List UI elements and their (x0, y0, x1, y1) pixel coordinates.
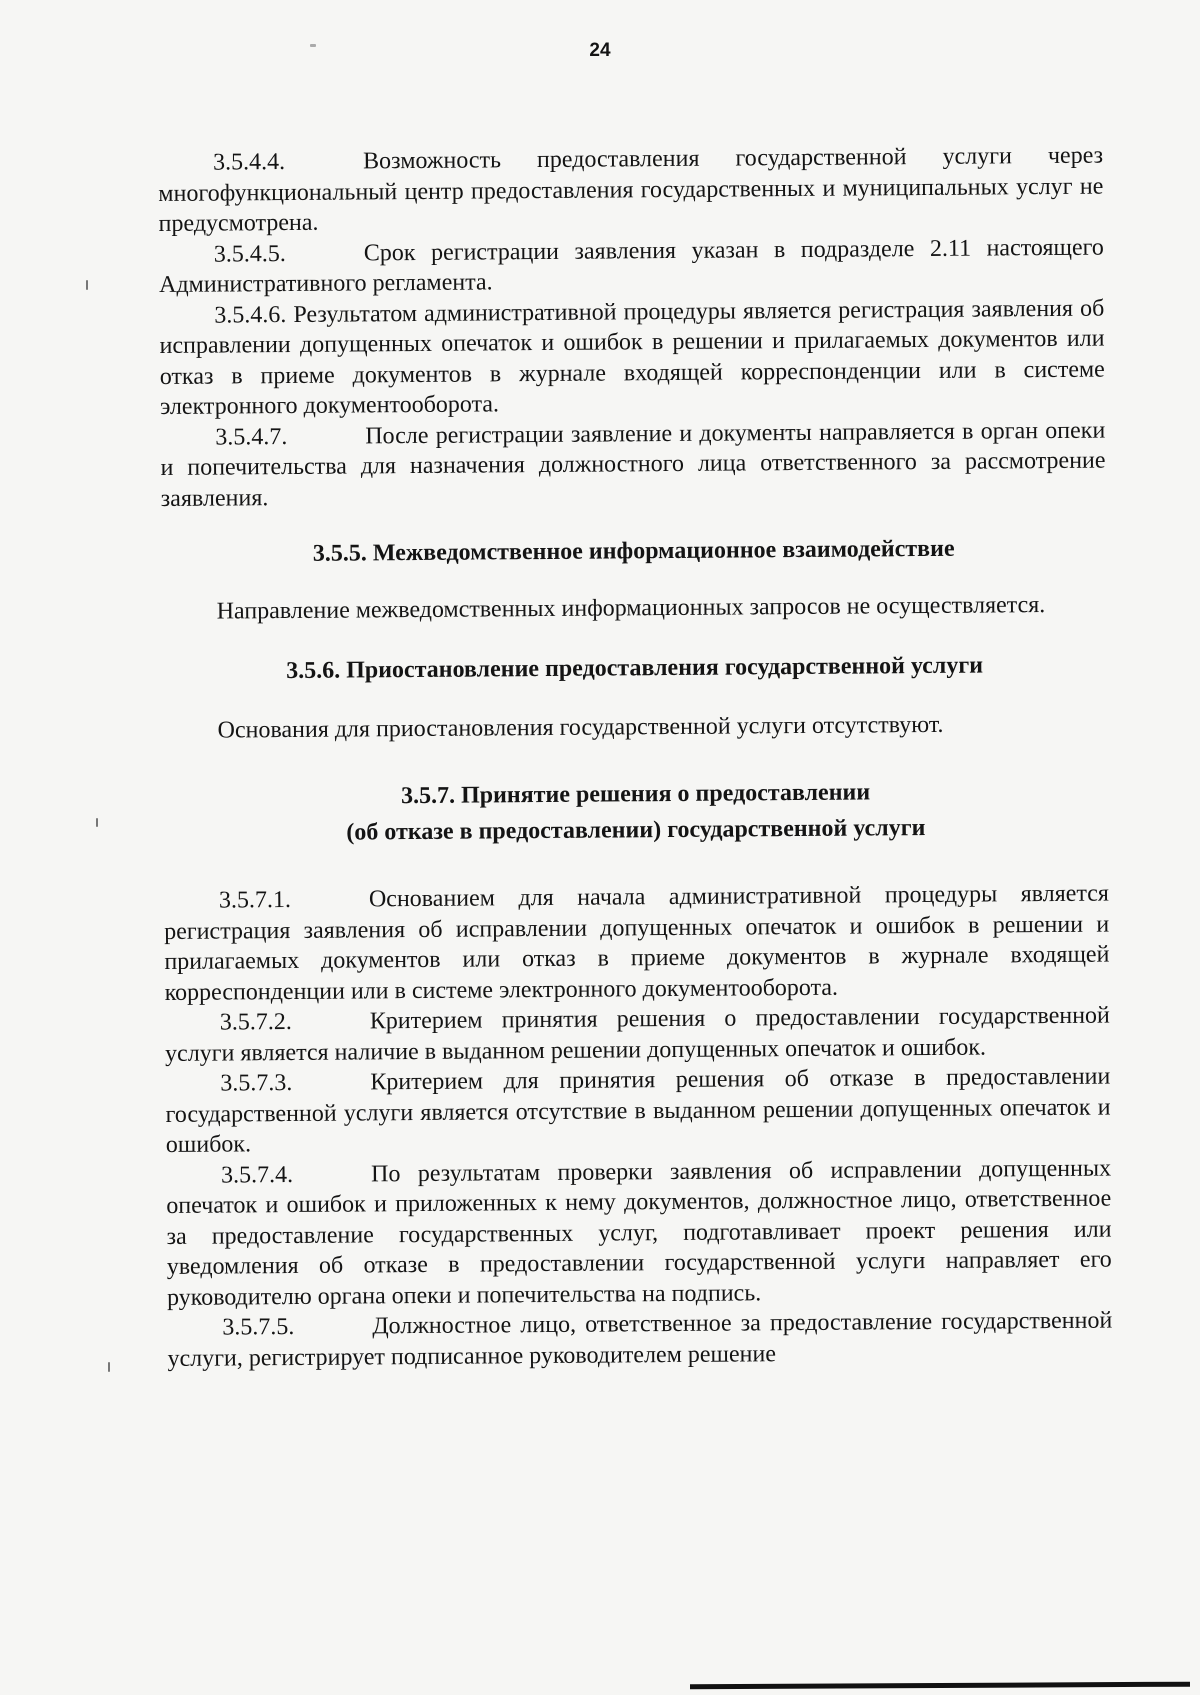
paragraph-number: 3.5.4.5. (213, 240, 286, 268)
paragraph-text: После регистрации заявление и документы направляется в орган опеки и попечительства для назначения должностного лица ответственного за рассмотрение заявления. (160, 417, 1106, 512)
section-text-3-5-6: Основания для приостановления государственной услуги отсутствуют. (217, 711, 944, 744)
paragraph-number: 3.5.4.6. (214, 301, 287, 329)
paragraph-number: 3.5.7.2. (219, 1008, 292, 1036)
paragraph-text: Критерием принятия решения о предоставлении государственной услуги является наличие в выданном решении допущенных опечаток и ошибок. (165, 1002, 1110, 1067)
section-heading-3-5-6: 3.5.6. Приостановление предоставления государственной услуги (286, 652, 984, 685)
paragraph-number: 3.5.4.7. (215, 423, 288, 451)
paragraph-3-5-7-3 (165, 1062, 1111, 1161)
scan-speck (86, 280, 88, 290)
paragraph-number: 3.5.7.3. (220, 1069, 293, 1097)
paragraph-number: 3.5.7.1. (218, 886, 292, 914)
section-text-3-5-5: Направление межведомственных информационных запросов не осуществляется. (216, 591, 1046, 625)
paragraph-number: 3.5.4.4. (213, 149, 286, 176)
bottom-scan-edge-line (690, 1682, 1190, 1690)
paragraph-text: Срок регистрации заявления указан в подразделе 2.11 настоящего Административного регламента. (158, 234, 1104, 298)
paragraph-3-5-4-7 (160, 415, 1106, 514)
paragraph-text: Должностное лицо, ответственное за предоставление государственной услуги, регистрирует подписанное руководителем решение (167, 1307, 1113, 1372)
paragraph-3-5-4-6 (159, 293, 1105, 422)
section-heading-3-5-5: 3.5.5. Межведомственное информационное взаимодействие (312, 535, 955, 567)
section-heading-line-2: (об отказе в предоставлении) государственной услуги (346, 814, 926, 846)
paragraph-text: Основанием для начала административной процедуры является регистрация заявления об исправлении допущенных опечаток и ошибок в решении и прилагаемых документов или отказ в приеме документов в журнале входящей корреспонденции или в системе электронного документооборота. (164, 880, 1110, 1006)
document-body (158, 141, 1113, 1374)
section-heading-line-1: 3.5.7. Принятие решения о предоставлении (400, 779, 871, 810)
paragraph-number: 3.5.7.4. (220, 1161, 294, 1189)
paragraph-3-5-7-5 (167, 1306, 1112, 1374)
paragraph-text: Критерием для принятия решения об отказе в предоставлении государственной услуги является отсутствие в выданном решении допущенных опечаток и ошибок. (165, 1063, 1111, 1158)
scan-speck (96, 818, 98, 827)
paragraph-3-5-7-4 (166, 1153, 1112, 1313)
paragraph-3-5-7-1 (164, 879, 1110, 1008)
paragraph-3-5-7-2 (165, 1001, 1110, 1069)
paragraph-text: Результатом административной процедуры является регистрация заявления об исправлении допущенных опечаток и ошибок в решении и прилагаемых документов или отказ в приеме документов в журнале входящей корреспонденции или в системе электронного документооборота. (159, 295, 1105, 420)
paragraph-3-5-4-4 (158, 141, 1104, 240)
paragraph-text: Возможность предоставления государственной услуги через многофункциональный центр предоставления государственных и муниципальных услуг не предусмотрена. (158, 142, 1104, 237)
paragraph-number: 3.5.7.5. (222, 1313, 295, 1341)
section-heading-3-5-7 (163, 773, 1109, 852)
page-number: 24 (589, 40, 611, 61)
scan-speck (108, 1362, 110, 1372)
scan-speck (310, 44, 316, 47)
paragraph-text: По результатам проверки заявления об исправлении допущенных опечаток и ошибок и приложенных к нему документов, должностное лицо, ответственное за предоставление государственных услуг, подготавливает проект решения или уведомления об отказе в предоставлении государственной услуги направляет его руководителю органа опеки и попечительства на подпись. (166, 1155, 1112, 1311)
paragraph-3-5-4-5 (159, 232, 1104, 300)
